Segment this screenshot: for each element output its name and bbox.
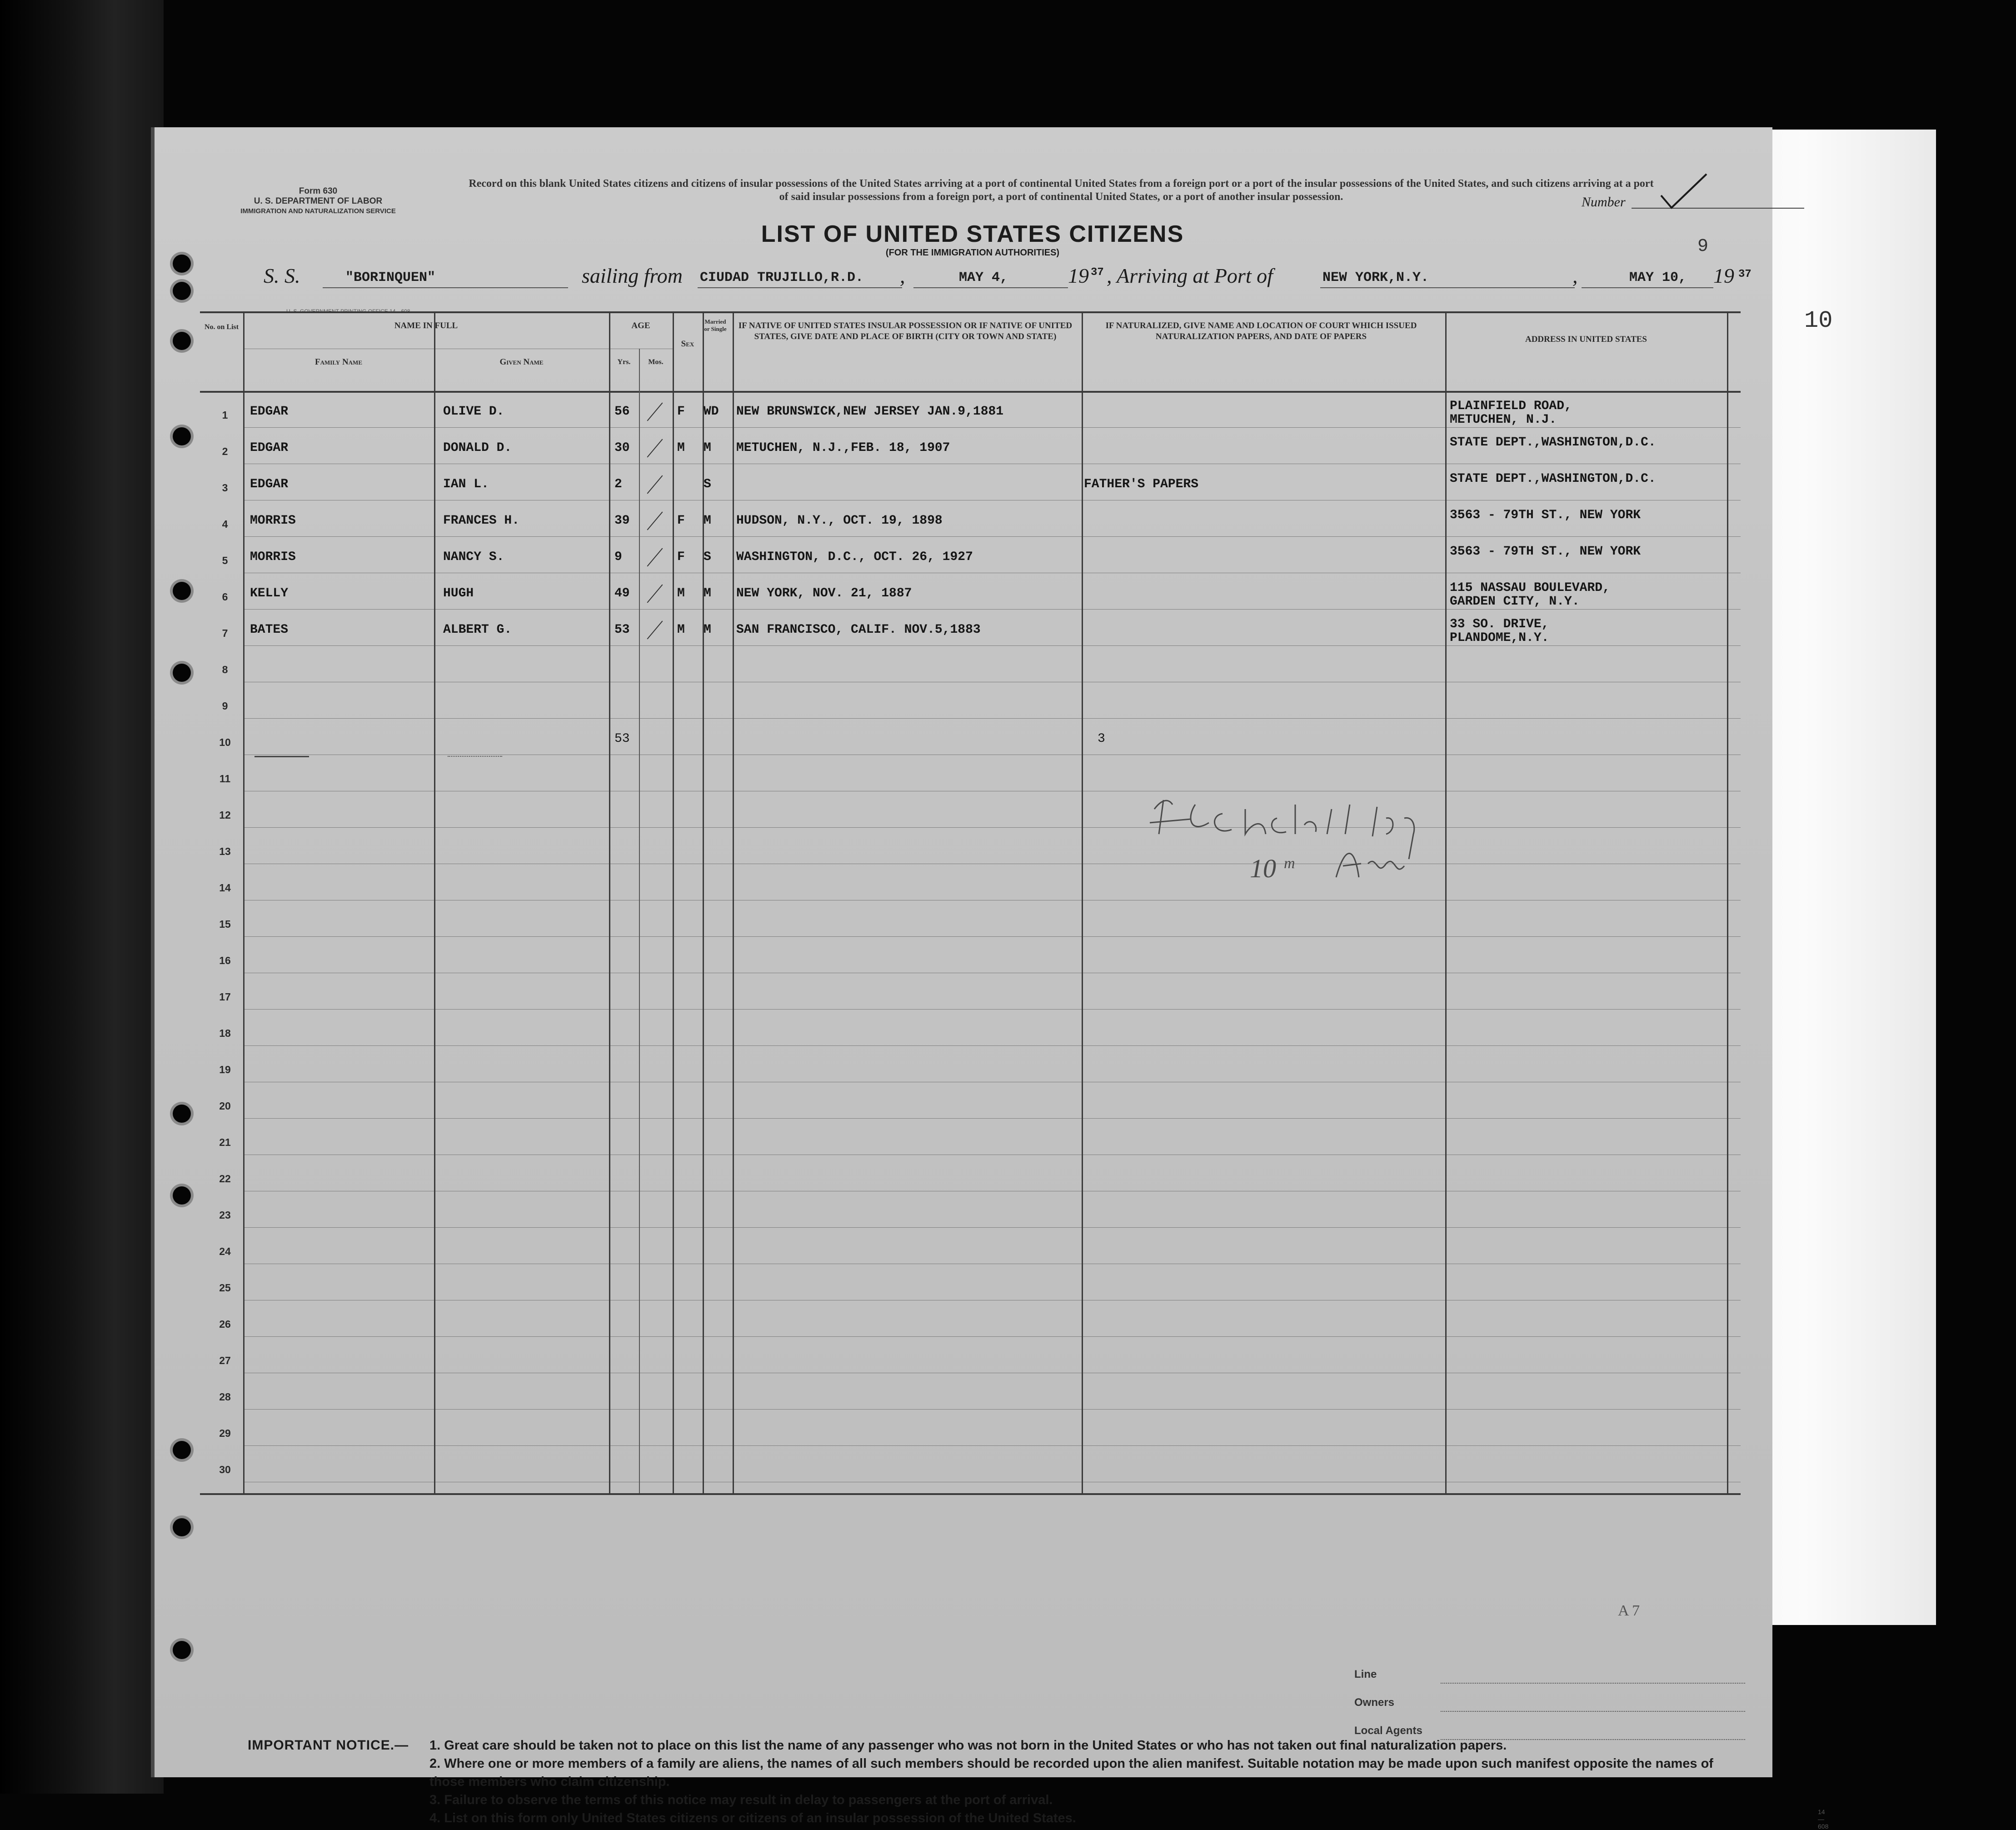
sex-cell: F [677,405,685,419]
row-number: 12 [219,809,231,821]
arrive-underline [1320,287,1575,288]
row-number: 3 [222,482,228,494]
address-cell: PLAINFIELD ROAD, [1450,399,1572,413]
column-rule [639,349,640,1493]
row-rule [243,645,1741,646]
punch-hole-icon [173,582,191,600]
family-name-cell: EDGAR [250,405,289,419]
table-top-rule [200,311,1741,313]
ship-name: "BORINQUEN" [345,270,436,285]
family-name-cell: BATES [250,623,289,637]
row-number: 16 [219,955,231,966]
manifest-sheet [155,127,1829,1830]
service: IMMIGRATION AND NATURALIZATION SERVICE [240,207,396,215]
given-name-cell: DONALD D. [443,441,512,455]
row-number: 25 [219,1282,231,1294]
birthplace-cell: HUDSON, N.Y., OCT. 19, 1898 [736,514,943,528]
row-number: 7 [222,627,228,639]
row-number: 21 [219,1136,231,1148]
row-rule [243,1227,1741,1228]
months-tick-mark [647,475,663,494]
form-identifier [200,186,436,216]
punch-hole-icon [173,1518,191,1536]
row-number: 10 [219,736,231,748]
column-rule [1727,311,1728,1493]
address-cell-line2: METUCHEN, N.J. [1450,413,1557,427]
months-tick-mark [647,548,663,566]
row-number: 24 [219,1245,231,1257]
row-number: 1 [222,409,228,421]
row-number: 20 [219,1100,231,1112]
row-number: 6 [222,591,228,603]
row-rule [243,1009,1741,1010]
marital-status-cell: M [704,623,711,637]
age-years-cell: 39 [614,514,630,528]
printer-imprint: U. S. GOVERNMENT PRINTING OFFICE 14—608 [286,308,410,315]
birthplace-cell: METUCHEN, N.J.,FEB. 18, 1907 [736,441,950,455]
owners-field [1354,1696,1745,1725]
depart-date: MAY 4, [959,270,1008,285]
row-number: 8 [222,664,228,675]
row-number: 17 [219,991,231,1003]
punch-hole-icon [173,332,191,350]
marital-status-cell: M [704,441,711,455]
address-cell: STATE DEPT.,WASHINGTON,D.C. [1450,472,1656,486]
address-cell-line2: GARDEN CITY, N.Y. [1450,595,1580,609]
row-number: 11 [219,773,231,785]
age-years-cell: 2 [614,477,622,491]
number-label: Number [1582,195,1626,210]
row-number: 22 [219,1173,231,1185]
given-name-cell: OLIVE D. [443,405,504,419]
owners-label: Owners [1354,1696,1395,1709]
page-subtitle: (FOR THE IMMIGRATION AUTHORITIES) [885,248,1060,258]
address-cell: STATE DEPT.,WASHINGTON,D.C. [1450,435,1656,450]
notice-item-3: 3. Failure to observe the terms of this notice may result in delay to passengers at the port of arrival. [429,1793,1053,1807]
punch-hole-icon [173,255,191,273]
given-name-cell: IAN L. [443,477,489,491]
row-number: 14 [219,882,231,894]
row-rule [243,936,1741,937]
column-rule [609,311,610,1493]
birthplace-cell: WASHINGTON, D.C., OCT. 26, 1927 [736,550,973,564]
months-tick-mark [647,439,663,457]
arrive-date: MAY 10, [1629,270,1687,285]
row-rule [243,1336,1741,1337]
punch-hole-icon [173,664,191,682]
row-number: 9 [222,700,228,712]
family-name-cell: EDGAR [250,441,289,455]
birthplace-cell: SAN FRANCISCO, CALIF. NOV.5,1883 [736,623,981,637]
column-rule [1082,311,1083,1493]
form-number: Form 630 [299,186,338,196]
line-field [1354,1668,1745,1696]
sex-cell: F [677,514,685,528]
from-port: CIUDAD TRUJILLO,R.D. [700,270,864,285]
sheet-number: 9 [1697,236,1709,257]
col-birth-header: IF NATIVE OF UNITED STATES INSULAR POSSESSION OR IF NATIVE OF UNITED STATES, GIVE DATE AND PLACE OF BIRTH (CITY OR TOWN AND STATE) [738,321,1073,341]
months-tick-mark [647,620,663,639]
row-number: 15 [219,918,231,930]
punch-hole-icon [173,1441,191,1459]
sex-cell: M [677,441,685,455]
col-age-header: AGE [631,321,650,330]
given-name-cell: HUGH [443,586,474,600]
inspector-signature [1141,791,1550,886]
address-cell: 33 SO. DRIVE, [1450,617,1549,631]
voyage-line: S. S. "BORINQUEN" sailing from CIUDAD TRUJILLO,R.D. , MAY 4, 19 37 , Arriving at Port of NEW YORK,N.Y. , MAY 10, 19 37 [264,264,1752,287]
age-years-cell: 56 [614,405,630,419]
sex-cell: M [677,623,685,637]
notice-item-4: 4. List on this form only United States citizens or citizens of an insular possession of the United States. [429,1811,1076,1825]
family-name-cell: MORRIS [250,550,296,564]
svg-text:10: 10 [1250,854,1276,883]
form-code: 14—608 [1818,1808,1829,1830]
address-cell: 115 NASSAU BOULEVARD, [1450,581,1610,595]
number-line [1632,208,1804,209]
address-cell: 3563 - 79TH ST., NEW YORK [1450,545,1641,559]
bottom-right-mark: A 7 [1618,1602,1640,1619]
row10-age-mark: 53 [614,732,630,746]
header-bottom-rule [200,391,1741,393]
naturalization-cell: FATHER'S PAPERS [1084,477,1199,491]
arrive-date-underline [1582,287,1713,288]
column-rule [673,311,674,1493]
age-years-cell: 30 [614,441,630,455]
svg-text:m: m [1284,855,1295,872]
instructions-text: Record on this blank United States citizens and citizens of insular possessions of the United States arriving at a port of continental United States from a foreign port or a port of the insular possessions of the United States, and such citizens arriving at a port of said insular possessions from a foreign port, a port of continental United States, or a port of another insular possession. [469,178,1654,203]
family-name-cell: MORRIS [250,514,296,528]
row-rule [243,427,1741,428]
year-prefix-2: 19 [1713,264,1734,287]
col-sex-header: Sex [681,339,694,349]
punch-hole-icon [173,1641,191,1659]
row-number: 2 [222,445,228,457]
marital-status-cell: M [704,586,711,600]
row-rule [243,1409,1741,1410]
notice-heading: IMPORTANT NOTICE.— [248,1738,409,1753]
col-mos-header: Mos. [648,358,664,366]
marital-status-cell: M [704,514,711,528]
col-family-header: Family Name [315,357,362,367]
months-tick-mark [647,402,663,421]
family-name-cell: KELLY [250,586,289,600]
row-number: 13 [219,845,231,857]
column-rule [1445,311,1447,1493]
sex-cell: M [677,586,685,600]
row-rule [243,609,1741,610]
row-number: 29 [219,1427,231,1439]
row-number: 30 [219,1464,231,1475]
sex-cell: F [677,550,685,564]
arriving-label: , Arriving at Port of [1107,264,1273,287]
year-prefix-1: 19 [1068,264,1089,287]
page-title: LIST OF UNITED STATES CITIZENS [761,221,1184,247]
marital-status-cell: S [704,477,711,491]
given-name-cell: ALBERT G. [443,623,512,637]
col-name-header: NAME IN FULL [394,321,458,330]
row-number: 27 [219,1355,231,1366]
column-rule [434,311,435,1493]
row10-birth-mark: 3 [1098,732,1105,746]
birthplace-cell: NEW YORK, NOV. 21, 1887 [736,586,912,600]
row-rule [243,1118,1741,1119]
col-given-header: Given Name [499,357,544,367]
column-rule [733,311,734,1493]
family-name-cell: EDGAR [250,477,289,491]
months-tick-mark [647,511,663,530]
arrive-port: NEW YORK,N.Y. [1322,270,1429,285]
given-name-cell: NANCY S. [443,550,504,564]
age-years-cell: 9 [614,550,622,564]
marital-status-cell: WD [704,405,719,419]
row-rule [243,536,1741,537]
department: U. S. DEPARTMENT OF LABOR [254,196,383,206]
address-cell-line2: PLANDOME,N.Y. [1450,631,1549,645]
sailing-label: sailing from [582,264,683,287]
birthplace-cell: NEW BRUNSWICK,NEW JERSEY JAN.9,1881 [736,405,1004,419]
punch-hole-icon [173,1105,191,1123]
punch-hole-icon [173,427,191,445]
ss-label: S. S. [264,264,300,287]
ship-underline [323,287,568,288]
row-number: 28 [219,1391,231,1403]
strike-mark [448,756,502,757]
row-number: 19 [219,1064,231,1075]
year-1: 37 [1091,266,1104,279]
film-border [0,0,164,1794]
address-cell: 3563 - 79TH ST., NEW YORK [1450,508,1641,522]
row-number: 5 [222,555,228,566]
table-bottom-rule [200,1493,1741,1495]
age-years-cell: 49 [614,586,630,600]
age-years-cell: 53 [614,623,630,637]
strike-mark [254,756,309,757]
from-underline [698,287,902,288]
punch-hole-icon [173,1186,191,1205]
months-tick-mark [647,584,663,603]
year-2: 37 [1738,268,1752,280]
corner-page-number: 10 [1804,307,1833,334]
passenger-table [200,311,1741,1548]
row-rule [243,718,1741,719]
notice-item-1: 1. Great care should be taken not to place on this list the name of any passenger who was not born in the United States or who has not taken out final naturalization papers. [429,1738,1507,1753]
col-yrs-header: Yrs. [617,358,631,366]
col-naturalized-header: IF NATURALIZED, GIVE NAME AND LOCATION OF COURT WHICH ISSUED NATURALIZATION PAPERS, AND DATE OF PAPERS [1105,321,1417,341]
local-agents-label: Local Agents [1354,1725,1422,1737]
marital-status-cell: S [704,550,711,564]
punch-hole-icon [173,282,191,300]
depart-underline [913,287,1068,288]
col-address-header: ADDRESS IN UNITED STATES [1525,335,1647,344]
row-number: 23 [219,1209,231,1221]
col-married-header: Married or Single [704,318,727,332]
notice-item-2: 2. Where one or more members of a family are aliens, the names of all such members should be recorded upon the alien manifest. Suitable notation may be made upon such manifest opposite the names of those members who claim citizenship. [429,1756,1713,1789]
row-number: 18 [219,1027,231,1039]
line-label: Line [1354,1668,1377,1680]
row-number: 4 [222,518,228,530]
checkmark-icon [1659,170,1709,211]
row-rule [243,1045,1741,1046]
row-rule [243,1445,1741,1446]
given-name-cell: FRANCES H. [443,514,520,528]
column-rule [243,311,245,1493]
col-no-header: No. on List [204,323,239,331]
row-number: 26 [219,1318,231,1330]
